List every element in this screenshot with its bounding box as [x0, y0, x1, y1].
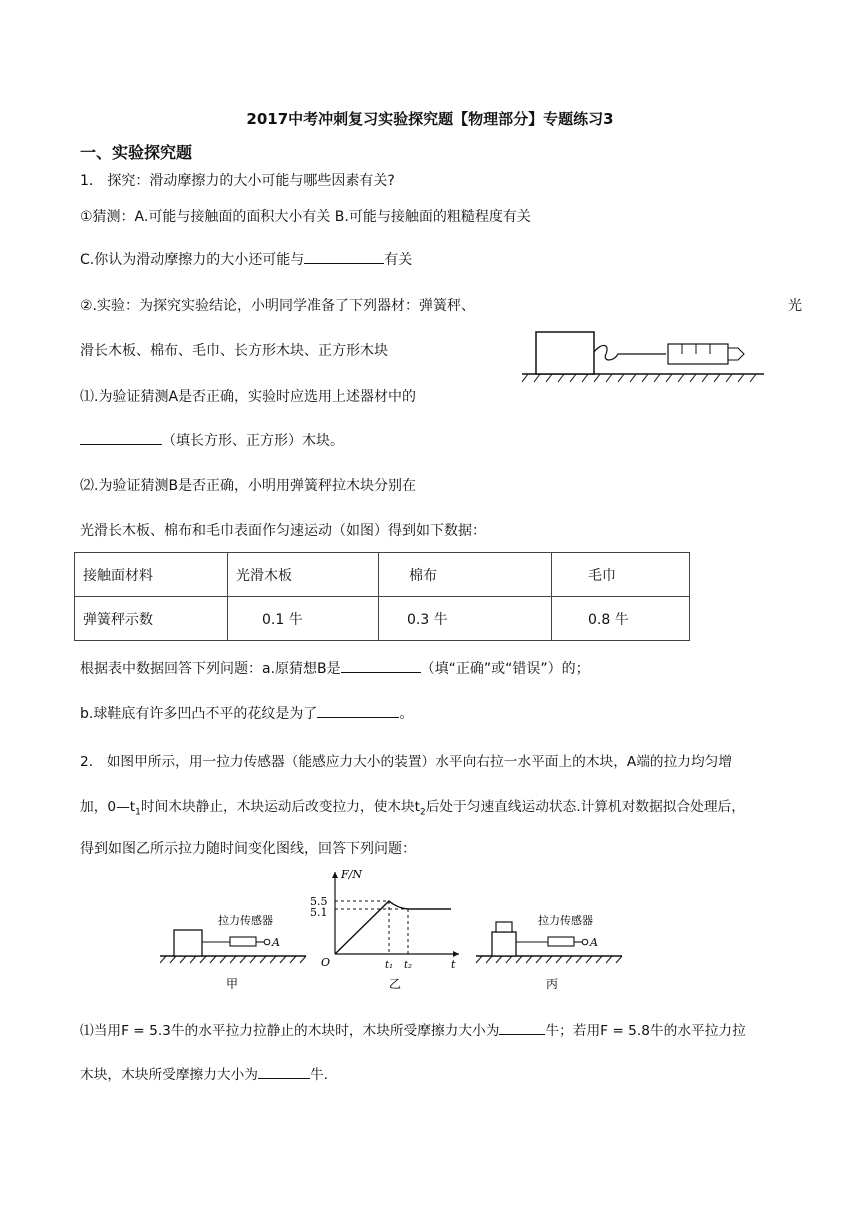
- figure-bing: [472, 900, 632, 995]
- q2-sub1-line2: [80, 1063, 328, 1083]
- q1-answer-a-prefix: 根据表中数据回答下列问题：a.原猜想B是: [80, 661, 341, 677]
- q2-line-3: 得到如图乙所示拉力随时间变化图线，回答下列问题：: [80, 841, 416, 857]
- q1-c-prefix: C.你认为滑动摩擦力的大小还可能与: [80, 252, 305, 268]
- wood-block: [536, 332, 594, 374]
- q2-line-2-b: 时间木块静止，木块运动后改变拉力，使木块t: [140, 799, 420, 815]
- spring-scale: [668, 344, 728, 364]
- table-cell: 0.3 牛: [379, 597, 552, 641]
- y-tick-label: 5.5: [310, 895, 328, 908]
- answer-blank[interactable]: [499, 1020, 545, 1035]
- ground-surface: [476, 956, 622, 963]
- answer-blank[interactable]: [341, 658, 421, 673]
- force-sensor: [230, 937, 256, 946]
- table-cell: 弹簧秤示数: [75, 597, 228, 641]
- q2-line-2-a: 加，0—t: [80, 799, 136, 815]
- document-title: 2017中考冲刺复习实验探究题【物理部分】专题练习3: [246, 110, 614, 128]
- y-tick-label: 5.1: [310, 906, 328, 919]
- q2-line-1: 2． 如图甲所示，用一拉力传感器（能感应力大小的装置）水平向右拉一水平面上的木块，A端的拉力均匀增: [80, 754, 733, 770]
- table-cell: 0.1 牛: [228, 597, 379, 641]
- figure-yi-graph: [305, 862, 470, 997]
- weight-block: [496, 922, 512, 932]
- q1-answer-a-suffix: （填“正确”或“错误”）的；: [420, 661, 590, 677]
- answer-blank[interactable]: [317, 703, 399, 718]
- point-a-label: A: [272, 936, 280, 949]
- q1-part2-b: 光滑长木板、棉布和毛巾表面作匀速运动（如图）得到如下数据：: [80, 523, 486, 539]
- answer-blank[interactable]: [80, 430, 162, 445]
- friction-data-table: [74, 552, 690, 641]
- wood-block: [174, 930, 202, 956]
- q1-experiment-c: 滑长木板、棉布、毛巾、长方形木块、正方形木块: [80, 343, 388, 359]
- q1-part2-a: ⑵.为验证猜测B是否正确，小明用弹簧秤拉木块分别在: [80, 478, 417, 494]
- table-cell: 棉布: [379, 553, 552, 597]
- answer-blank[interactable]: [304, 249, 384, 264]
- q1-experiment-b: 光: [788, 298, 802, 314]
- table-row: [75, 597, 690, 641]
- table-cell: 0.8 牛: [552, 597, 690, 641]
- table-cell: 毛巾: [552, 553, 690, 597]
- q1-answer-b-suffix: 。: [399, 706, 414, 722]
- q2-line-2: [80, 795, 745, 818]
- x-tick-label: t₂: [404, 960, 413, 971]
- answer-blank[interactable]: [258, 1064, 310, 1079]
- figure-jia: [160, 900, 310, 995]
- force-sensor: [548, 937, 574, 946]
- q2-sub1-middle: 牛；若用F = 5.8牛的水平拉力拉: [545, 1023, 746, 1039]
- sensor-label: 拉力传感器: [218, 914, 273, 927]
- subscript: 2: [420, 807, 426, 818]
- figure-caption: 甲: [226, 977, 239, 991]
- figure-caption: 乙: [389, 977, 402, 991]
- table-row: [75, 553, 690, 597]
- q2-sub1-line1: [80, 1019, 746, 1039]
- subscript: 1: [135, 807, 141, 818]
- ground-surface: [522, 374, 764, 382]
- spring-scale-figure: [518, 322, 768, 384]
- q1-part1-b: [80, 430, 344, 450]
- q1-guess-c: [80, 249, 412, 269]
- y-axis-label: F/N: [341, 868, 362, 881]
- q2-sub2-prefix: 木块，木块所受摩擦力大小为: [80, 1067, 258, 1083]
- q1-part1-b-text: （填长方形、正方形）木块。: [162, 433, 344, 449]
- q2-line-2-c: 后处于匀速直线运动状态.计算机对数据拟合处理后，: [425, 799, 745, 815]
- pull-string: [594, 345, 666, 360]
- section-heading: 一、实验探究题: [80, 143, 193, 162]
- q1-stem: 1． 探究：滑动摩擦力的大小可能与哪些因素有关?: [80, 173, 395, 189]
- q1-experiment-a: ②.实验：为探究实验结论，小明同学准备了下列器材：弹簧秤、: [80, 298, 475, 314]
- q1-guess: ①猜测：A.可能与接触面的面积大小有关 B.可能与接触面的粗糙程度有关: [80, 209, 531, 225]
- q1-answer-b-prefix: b.球鞋底有许多凹凸不平的花纹是为了: [80, 706, 318, 722]
- q1-part1-a: ⑴.为验证猜测A是否正确，实验时应选用上述器材中的: [80, 389, 417, 405]
- ground-surface: [160, 956, 306, 963]
- table-cell: 光滑木板: [228, 553, 379, 597]
- q2-sub1-prefix: ⑴当用F = 5.3牛的水平拉力拉静止的木块时，木块所受摩擦力大小为: [80, 1023, 500, 1039]
- figure-caption: 丙: [546, 977, 559, 991]
- point-a-label: A: [590, 936, 598, 949]
- q1-c-suffix: 有关: [384, 252, 413, 268]
- sensor-label: 拉力传感器: [538, 914, 593, 927]
- origin-label: O: [321, 956, 331, 969]
- table-cell: 接触面材料: [75, 553, 228, 597]
- wood-block: [492, 932, 516, 956]
- force-time-line: [335, 901, 451, 954]
- x-tick-label: t₁: [385, 960, 394, 971]
- q2-sub2-suffix: 牛.: [309, 1067, 328, 1083]
- q1-answer-b: [80, 703, 413, 723]
- x-axis-label: t: [451, 958, 456, 971]
- q1-answer-a: [80, 658, 590, 678]
